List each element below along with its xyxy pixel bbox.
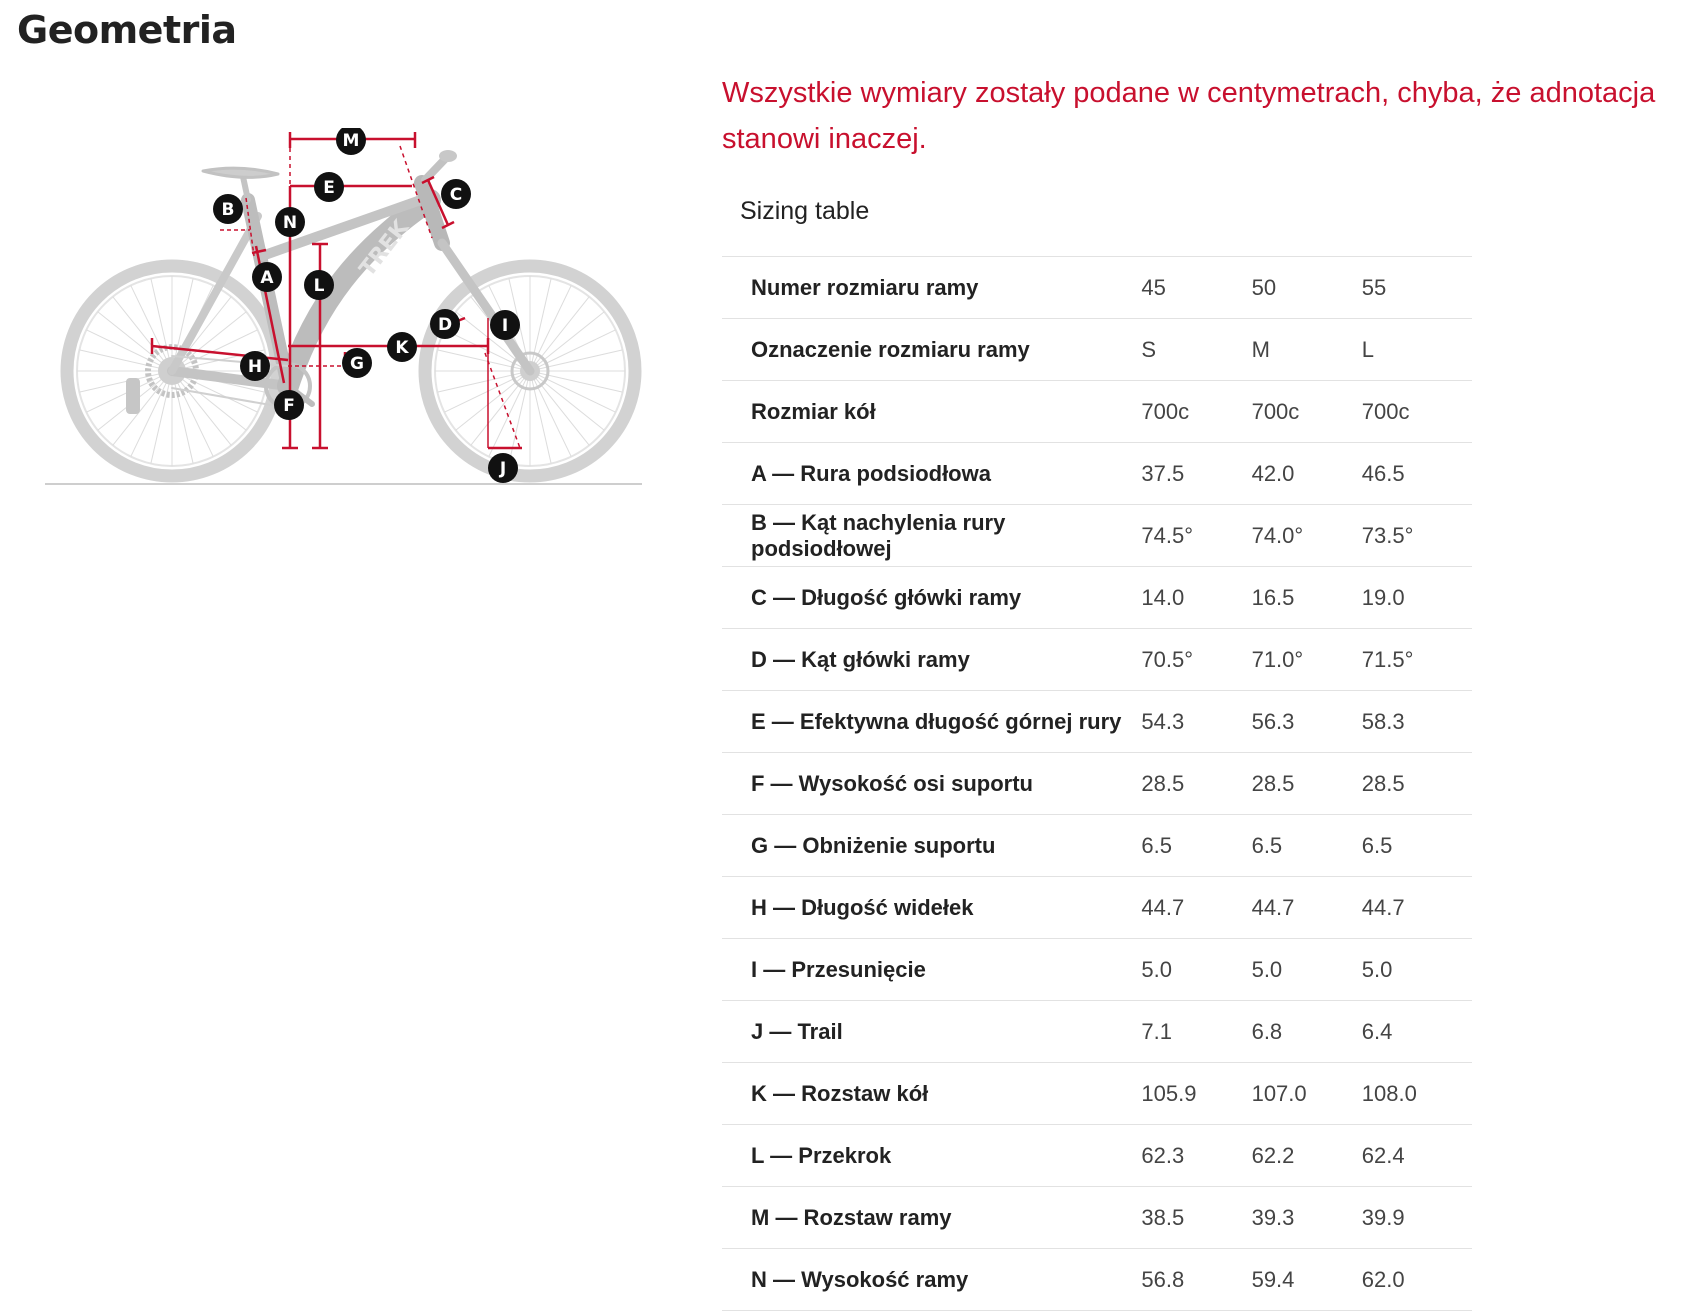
svg-text:K: K <box>395 338 409 358</box>
wheel-spoke <box>530 371 571 457</box>
wheel-spoke <box>489 371 530 457</box>
svg-text:B: B <box>221 200 235 220</box>
wheel-spoke <box>172 371 213 457</box>
marker-n <box>275 207 305 237</box>
cell-size-3: 58.3 <box>1362 691 1472 753</box>
cell-size-1: 44.7 <box>1141 877 1251 939</box>
table-row <box>722 691 1472 753</box>
svg-text:D: D <box>437 315 453 335</box>
cell-size-1: S <box>1141 319 1251 381</box>
row-label: Rozmiar kół <box>722 381 1141 443</box>
cell-size-3: 44.7 <box>1362 877 1472 939</box>
wheel-spoke <box>530 285 571 371</box>
table-row <box>722 629 1472 691</box>
cell-size-3: 108.0 <box>1362 1063 1472 1125</box>
row-label: C — Długość główki ramy <box>722 567 1141 629</box>
table-row <box>722 877 1472 939</box>
cell-size-2: 28.5 <box>1252 753 1362 815</box>
row-label: B — Kąt nachylenia rury podsiodłowej <box>722 505 1141 567</box>
row-label: J — Trail <box>722 1001 1141 1063</box>
marker-k <box>387 332 417 362</box>
table-row <box>722 1125 1472 1187</box>
cell-size-3: 46.5 <box>1362 443 1472 505</box>
svg-text:G: G <box>350 354 364 374</box>
bike-geometry-svg <box>40 128 660 528</box>
sizing-table <box>722 256 1472 1311</box>
cell-size-1: 62.3 <box>1141 1125 1251 1187</box>
cell-size-2: 56.3 <box>1252 691 1362 753</box>
table-row <box>722 567 1472 629</box>
brand-logo: TREK <box>355 215 415 282</box>
cell-size-2: 700c <box>1252 381 1362 443</box>
row-label: L — Przekrok <box>722 1125 1141 1187</box>
cell-size-1: 38.5 <box>1141 1187 1251 1249</box>
wheel-spoke <box>86 330 172 371</box>
marker-l <box>304 270 334 300</box>
cell-size-3: 5.0 <box>1362 939 1472 1001</box>
svg-text:E: E <box>323 178 335 198</box>
cell-size-2: 39.3 <box>1252 1187 1362 1249</box>
table-row <box>722 1249 1472 1311</box>
cell-size-3: 73.5° <box>1362 505 1472 567</box>
sizing-table-title: Sizing table <box>740 197 870 225</box>
cell-size-3: 6.4 <box>1362 1001 1472 1063</box>
cell-size-1: 28.5 <box>1141 753 1251 815</box>
row-label: Oznaczenie rozmiaru ramy <box>722 319 1141 381</box>
cell-size-3: 55 <box>1362 257 1472 319</box>
table-row <box>722 443 1472 505</box>
cell-size-1: 37.5 <box>1141 443 1251 505</box>
svg-text:J: J <box>499 459 507 479</box>
row-label: K — Rozstaw kół <box>722 1063 1141 1125</box>
cell-size-2: 42.0 <box>1252 443 1362 505</box>
table-row <box>722 319 1472 381</box>
cell-size-2: 6.5 <box>1252 815 1362 877</box>
cell-size-1: 56.8 <box>1141 1249 1251 1311</box>
wheel-spoke <box>530 371 616 412</box>
cell-size-2: 5.0 <box>1252 939 1362 1001</box>
svg-text:I: I <box>501 316 509 336</box>
marker-d <box>430 309 460 339</box>
marker-a <box>252 262 282 292</box>
svg-text:A: A <box>260 268 274 288</box>
cell-size-2: 44.7 <box>1252 877 1362 939</box>
cell-size-2: 16.5 <box>1252 567 1362 629</box>
table-row <box>722 381 1472 443</box>
cell-size-3: 71.5° <box>1362 629 1472 691</box>
marker-i <box>490 310 520 340</box>
cell-size-2: 62.2 <box>1252 1125 1362 1187</box>
cell-size-2: 74.0° <box>1252 505 1362 567</box>
cell-size-2: 59.4 <box>1252 1249 1362 1311</box>
row-label: D — Kąt główki ramy <box>722 629 1141 691</box>
table-row <box>722 1063 1472 1125</box>
table-row <box>722 1187 1472 1249</box>
cell-size-3: 700c <box>1362 381 1472 443</box>
page-title: Geometria <box>17 8 237 52</box>
marker-g <box>342 348 372 378</box>
svg-text:F: F <box>283 396 295 416</box>
row-label: H — Długość widełek <box>722 877 1141 939</box>
marker-b <box>213 194 243 224</box>
cell-size-1: 7.1 <box>1141 1001 1251 1063</box>
marker-c <box>441 179 471 209</box>
svg-text:M: M <box>342 131 360 151</box>
cell-size-1: 14.0 <box>1141 567 1251 629</box>
cell-size-3: 6.5 <box>1362 815 1472 877</box>
svg-text:C: C <box>449 185 463 205</box>
table-row <box>722 815 1472 877</box>
marker-h <box>240 351 270 381</box>
marker-f <box>274 390 304 420</box>
bike-geometry-diagram <box>40 128 660 528</box>
row-label: G — Obniżenie suportu <box>722 815 1141 877</box>
row-label: F — Wysokość osi suportu <box>722 753 1141 815</box>
cell-size-3: 62.0 <box>1362 1249 1472 1311</box>
cell-size-3: 39.9 <box>1362 1187 1472 1249</box>
cell-size-1: 5.0 <box>1141 939 1251 1001</box>
cell-size-3: 28.5 <box>1362 753 1472 815</box>
row-label: E — Efektywna długość górnej rury <box>722 691 1141 753</box>
cell-size-2: M <box>1252 319 1362 381</box>
cell-size-2: 107.0 <box>1252 1063 1362 1125</box>
cell-size-1: 74.5° <box>1141 505 1251 567</box>
cell-size-2: 71.0° <box>1252 629 1362 691</box>
cell-size-1: 105.9 <box>1141 1063 1251 1125</box>
svg-text:H: H <box>247 357 263 377</box>
cell-size-1: 6.5 <box>1141 815 1251 877</box>
cell-size-1: 70.5° <box>1141 629 1251 691</box>
row-label: Numer rozmiaru ramy <box>722 257 1141 319</box>
marker-m <box>336 128 366 155</box>
wheel-spoke <box>444 371 530 412</box>
table-row <box>722 939 1472 1001</box>
table-row <box>722 1001 1472 1063</box>
cell-size-1: 45 <box>1141 257 1251 319</box>
wheel-spoke <box>530 330 616 371</box>
cell-size-1: 54.3 <box>1141 691 1251 753</box>
cell-size-1: 700c <box>1141 381 1251 443</box>
row-label: M — Rozstaw ramy <box>722 1187 1141 1249</box>
cell-size-3: 19.0 <box>1362 567 1472 629</box>
marker-e <box>314 172 344 202</box>
row-label: I — Przesunięcie <box>722 939 1141 1001</box>
cell-size-3: L <box>1362 319 1472 381</box>
cell-size-2: 50 <box>1252 257 1362 319</box>
units-notice: Wszystkie wymiary zostały podane w centymetrach, chyba, że adnotacja stanowi inaczej. <box>722 77 1656 155</box>
table-row <box>722 257 1472 319</box>
svg-text:L: L <box>313 276 325 296</box>
cell-size-2: 6.8 <box>1252 1001 1362 1063</box>
marker-j <box>488 453 518 483</box>
table-row <box>722 753 1472 815</box>
wheel-spoke <box>131 285 172 371</box>
table-row <box>722 505 1472 567</box>
row-label: A — Rura podsiodłowa <box>722 443 1141 505</box>
row-label: N — Wysokość ramy <box>722 1249 1141 1311</box>
cell-size-3: 62.4 <box>1362 1125 1472 1187</box>
svg-text:N: N <box>282 213 298 233</box>
